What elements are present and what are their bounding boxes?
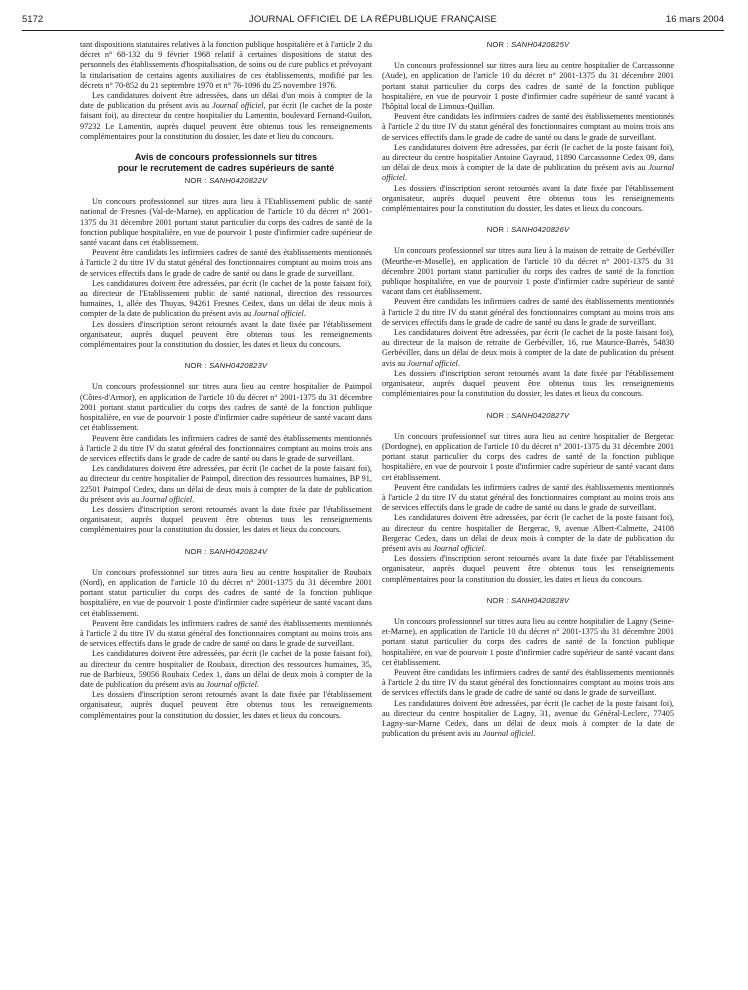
notice-paragraph: Peuvent être candidats les infirmiers cadres de santé des établissements mentionnés à l'article 2 du titre IV du statut général des fonctionnaires comptant au moins trois ans de services effectifs dans le grade de cadre de santé ou dans le grade de surveillant. bbox=[382, 297, 674, 327]
notice-paragraph: Peuvent être candidats les infirmiers cadres de santé des établissements mentionnés à l'article 2 du titre IV du statut général des fonctionnaires comptant au moins trois ans de services effectifs dans le grade de cadre de santé ou dans le grade de surveillant. bbox=[382, 667, 674, 698]
notice-paragraph: Un concours professionnel sur titres aura lieu à la maison de retraite de Gerbéviller (Meurthe-et-Moselle), en application de l'article 10 du décret n° 2001-1375 du 31 décembre 2001 portant statut particulier du corps des cadres de santé de la fonction publique hospitalière, en vue de pourvoir 1 poste d'infirmier cadre supérieur de santé vacant dans cet établissement. bbox=[382, 246, 674, 297]
notice-paragraph: Les candidatures doivent être adressées, par écrit (le cachet de la poste faisant foi), au directeur du centre hospitalier de Lagny, 31, avenue du Général-Leclerc, 77405 Lagny-sur-Marne Cedex, dans un délai de deux mois à compter de la date de publication du présent avis au Journal officiel. bbox=[382, 698, 674, 739]
nor-reference: NOR : SANH0420825V bbox=[486, 40, 570, 49]
notice-paragraph: Les candidatures doivent être adressées, par écrit (le cachet de la poste faisant foi), au directeur du centre hospitalier de Roubaix, direction des ressources humaines, 35, rue de Barbieux, 59056 Roubaix Cedex 1, dans un délai de deux mois à compter de la date de publication du présent avis au Journal officiel. bbox=[80, 649, 372, 689]
notice-paragraph: Un concours professionnel sur titres aura lieu au centre hospitalier de Bergerac (Dordogne), en application de l'article 10 du décret n° 2001-1375 du 31 décembre 2001 portant statut particulier du corps des cadres de santé de la fonction publique hospitalière, en vue de pourvoir 1 poste d'infirmier cadre supérieur de santé vacant dans cet établissement. bbox=[382, 431, 674, 482]
notice bbox=[382, 596, 674, 740]
notice bbox=[80, 547, 372, 721]
nor-reference: NOR : SANH0420827V bbox=[486, 410, 570, 420]
notice bbox=[80, 361, 372, 535]
notice bbox=[382, 411, 674, 585]
nor-code: SANH0420826V bbox=[511, 225, 570, 235]
notice bbox=[80, 176, 372, 350]
notice-paragraph: Les candidatures doivent être adressées, par écrit (le cachet de la poste faisant foi), au directeur du centre hospitalier de Paimpol, direction des ressources humaines, BP 91, 22501 Paimpol Cedex, dans un délai de deux mois à compter de la date de publication du présent avis au Journal officiel. bbox=[80, 464, 372, 504]
notice-paragraph: Les dossiers d'inscription seront retournés avant la date fixée par l'établissement organisateur, auprès duquel peuvent être obtenus tous les renseignements complémentaires pour la constitution du dossier, les dates et lieux du concours. bbox=[80, 319, 372, 350]
notice-paragraph: Les dossiers d'inscription seront retournés avant la date fixée par l'établissement organisateur, auprès duquel peuvent être obtenus tous les renseignements complémentaires pour la constitution du dossier, les dates et lieux du concours. bbox=[80, 690, 372, 720]
nor-code: SANH0420827V bbox=[511, 410, 570, 420]
notice-paragraph: Un concours professionnel sur titres aura lieu au centre hospitalier de Lagny (Seine-et-Marne), en application de l'article 10 du décret n° 2001-1375 du 31 décembre 2001 portant statut particulier du corps des cadres de santé de la fonction publique hospitalière, en vue de pourvoir 1 poste d'infirmier cadre supérieur de santé vacant dans cet établissement. bbox=[382, 616, 674, 667]
right-column bbox=[382, 40, 674, 739]
page-header bbox=[22, 14, 724, 31]
nor-code: SANH0420823V bbox=[209, 361, 268, 371]
notice-paragraph: Peuvent être candidats les infirmiers cadres de santé des établissements mentionnés à l'article 2 du titre IV du statut général des fonctionnaires comptant au moins trois ans de services effectifs dans le grade de cadre de santé ou dans le grade de surveillant. bbox=[80, 248, 372, 278]
notice-paragraph: Peuvent être candidats les infirmiers cadres de santé des établissements mentionnés à l'article 2 du titre IV du statut général des fonctionnaires comptant au moins trois ans de services effectifs dans le grade de cadre de santé ou dans le grade de surveillant. bbox=[382, 112, 674, 142]
page-number: 5172 bbox=[22, 14, 44, 25]
notice-paragraph: Un concours professionnel sur titres aura lieu au centre hospitalier de Roubaix (Nord), en application de l'article 10 du décret n° 2001-1375 du 31 décembre 2001 portant statut particulier du corps des cadres de santé de la fonction publique hospitalière, en vue de pourvoir 1 poste d'infirmier cadre supérieur de santé vacant dans cet établissement. bbox=[80, 567, 372, 618]
section-title-line: pour le recrutement de cadres supérieurs de santé bbox=[117, 163, 335, 174]
nor-reference: NOR : SANH0420828V bbox=[486, 595, 570, 605]
nor-reference: NOR : SANH0420822V bbox=[184, 176, 268, 186]
nor-reference: NOR : SANH0420826V bbox=[486, 225, 570, 235]
section-title bbox=[80, 152, 372, 174]
notice-paragraph: Les candidatures doivent être adressées, par écrit (le cachet de la poste faisant foi), au directeur de la maison de retraite de Gerbéviller, 16, rue Maurice-Barrès, 54830 Gerbéviller, dans un délai de deux mois à compter de la date de publication du présent avis au Journal officiel. bbox=[382, 328, 674, 368]
notice-paragraph: Un concours professionnel sur titres aura lieu au centre hospitalier de Carcassonne (Aude), en application de l'article 10 du décret n° 2001-1375 du 31 décembre 2001 portant statut particulier du corps des cadres de santé de la fonction publique hospitalière, en vue de pourvoir 1 poste d'infirmier cadre supérieur de santé vacant à l'hôpital local de Limoux-Quillan. bbox=[382, 61, 674, 112]
nor-code: SANH0420824V bbox=[209, 546, 268, 556]
nor-code: SANH0420828V bbox=[511, 595, 570, 605]
section-title-line: Avis de concours professionnels sur titres bbox=[134, 152, 318, 163]
notice-paragraph: Les dossiers d'inscription seront retournés avant la date fixée par l'établissement organisateur, auprès duquel peuvent être obtenus tous les renseignements complémentaires pour la constitution du dossier, les dates et lieux du concours. bbox=[382, 368, 674, 399]
notice bbox=[382, 225, 674, 399]
notice-paragraph: Les dossiers d'inscription seront retournés avant la date fixée par l'établissement organisateur, auprès duquel peuvent être obtenus tous les renseignements complémentaires pour la constitution du dossier, les dates et lieux du concours. bbox=[80, 504, 372, 535]
nor-reference: NOR : SANH0420824V bbox=[184, 546, 268, 556]
nor-reference: NOR : SANH0420823V bbox=[184, 361, 268, 371]
notice-paragraph: Les dossiers d'inscription seront retournés avant la date fixée par l'établissement organisateur, auprès duquel peuvent être obtenus tous les renseignements complémentaires pour la constitution du dossier, les dates et lieux du concours. bbox=[382, 183, 674, 214]
notice bbox=[382, 40, 674, 214]
notice-paragraph: Peuvent être candidats les infirmiers cadres de santé des établissements mentionnés à l'article 2 du titre IV du statut général des fonctionnaires comptant au moins trois ans de services effectifs dans le grade de cadre de santé ou dans le grade de surveillant. bbox=[80, 433, 372, 463]
issue-date: 16 mars 2004 bbox=[665, 14, 724, 25]
nor-code: SANH0420822V bbox=[209, 176, 268, 186]
notice-paragraph: Un concours professionnel sur titres aura lieu à l'Etablissement public de santé national de Fresnes (Val-de-Marne), en application de l'article 10 du décret n° 2001-1375 du 31 décembre 2001 portant statut particulier du corps des cadres de santé de la fonction publique hospitalière, en vue de pourvoir 1 poste d'infirmier cadre supérieur de santé vacant dans cet établissement. bbox=[80, 197, 372, 248]
notice-paragraph: Les candidatures doivent être adressées, par écrit (le cachet de la poste faisant foi), au directeur du centre hospitalier de Bergerac, 9, avenue Albert-Calmette, 24108 Bergerac Cedex, dans un délai de deux mois à compter de la date de publication du présent avis au Journal officiel. bbox=[382, 513, 674, 553]
notice-paragraph: Les dossiers d'inscription seront retournés avant la date fixée par l'établissement organisateur, auprès duquel peuvent être obtenus tous les renseignements complémentaires pour la constitution du dossier, les dates et lieux du concours. bbox=[382, 554, 674, 584]
notice-paragraph: Les candidatures doivent être adressées, par écrit (le cachet de la poste faisant foi), au directeur du centre hospitalier Antoine Gayraud, 11890 Carcassonne Cedex 09, dans un délai de deux mois à compter de la date de publication du présent avis au Journal officiel. bbox=[382, 142, 674, 183]
notice-paragraph: Peuvent être candidats les infirmiers cadres de santé des établissements mentionnés à l'article 2 du titre IV du statut général des fonctionnaires comptant au moins trois ans de services effectifs dans le grade de cadre de santé ou dans le grade de surveillant. bbox=[382, 482, 674, 513]
notice-paragraph: Les candidatures doivent être adressées, par écrit (le cachet de la poste faisant foi), au directeur de l'Etablissement public de santé national, direction des ressources humaines, 1, allée des Thuyas, 94261 Fresnes Cedex, dans un délai de deux mois à compter de la date de publication du présent avis au Journal officiel. bbox=[80, 278, 372, 319]
notice-paragraph: Un concours professionnel sur titres aura lieu au centre hospitalier de Paimpol (Côtes-d'Armor), en application de l'article 10 du décret n° 2001-1375 du 31 décembre 2001 portant statut particulier du corps des cadres de santé de la fonction publique hospitalière, en vue de pourvoir 1 poste d'infirmier cadre supérieur de santé vacant dans cet établissement. bbox=[80, 382, 372, 433]
nor-code: SANH0420825V bbox=[511, 40, 570, 49]
notice-paragraph: Peuvent être candidats les infirmiers cadres de santé des établissements mentionnés à l'article 2 du titre IV du statut général des fonctionnaires comptant au moins trois ans de services effectifs dans le grade de cadre de santé ou dans le grade de surveillant. bbox=[80, 618, 372, 649]
intro-paragraph: Les candidatures doivent être adressées, dans un délai d'un mois à compter de la date de publication du présent avis au Journal officiel, par écrit (le cachet de la poste faisant foi), au directeur du centre hospitalier du Lamentin, boulevard Fernand-Guilon, 97232 Le Lamentin, auprès duquel peuvent être obtenus tous les renseignements complémentaires pour la constitution du dossier, les date et lieu du concours. bbox=[80, 91, 373, 141]
intro-paragraph: tant dispositions statutaires relatives à la fonction publique hospitalière et à l'article 2 du décret n° 68-132 du 9 février 1968 relatif à certaines dispositions de statut des personnels des établissements d'hospitalisation, de soins ou de cure publics et prévoyant la titularisation de certains agents auxiliaires de ces établissements, modifié par les décrets n° 70-852 du 21 septembre 1970 et n° 76-1096 du 25 novembre 1976. bbox=[80, 40, 372, 90]
journal-title: JOURNAL OFFICIEL DE LA RÉPUBLIQUE FRANÇAISE bbox=[248, 14, 498, 25]
left-column bbox=[80, 40, 372, 721]
